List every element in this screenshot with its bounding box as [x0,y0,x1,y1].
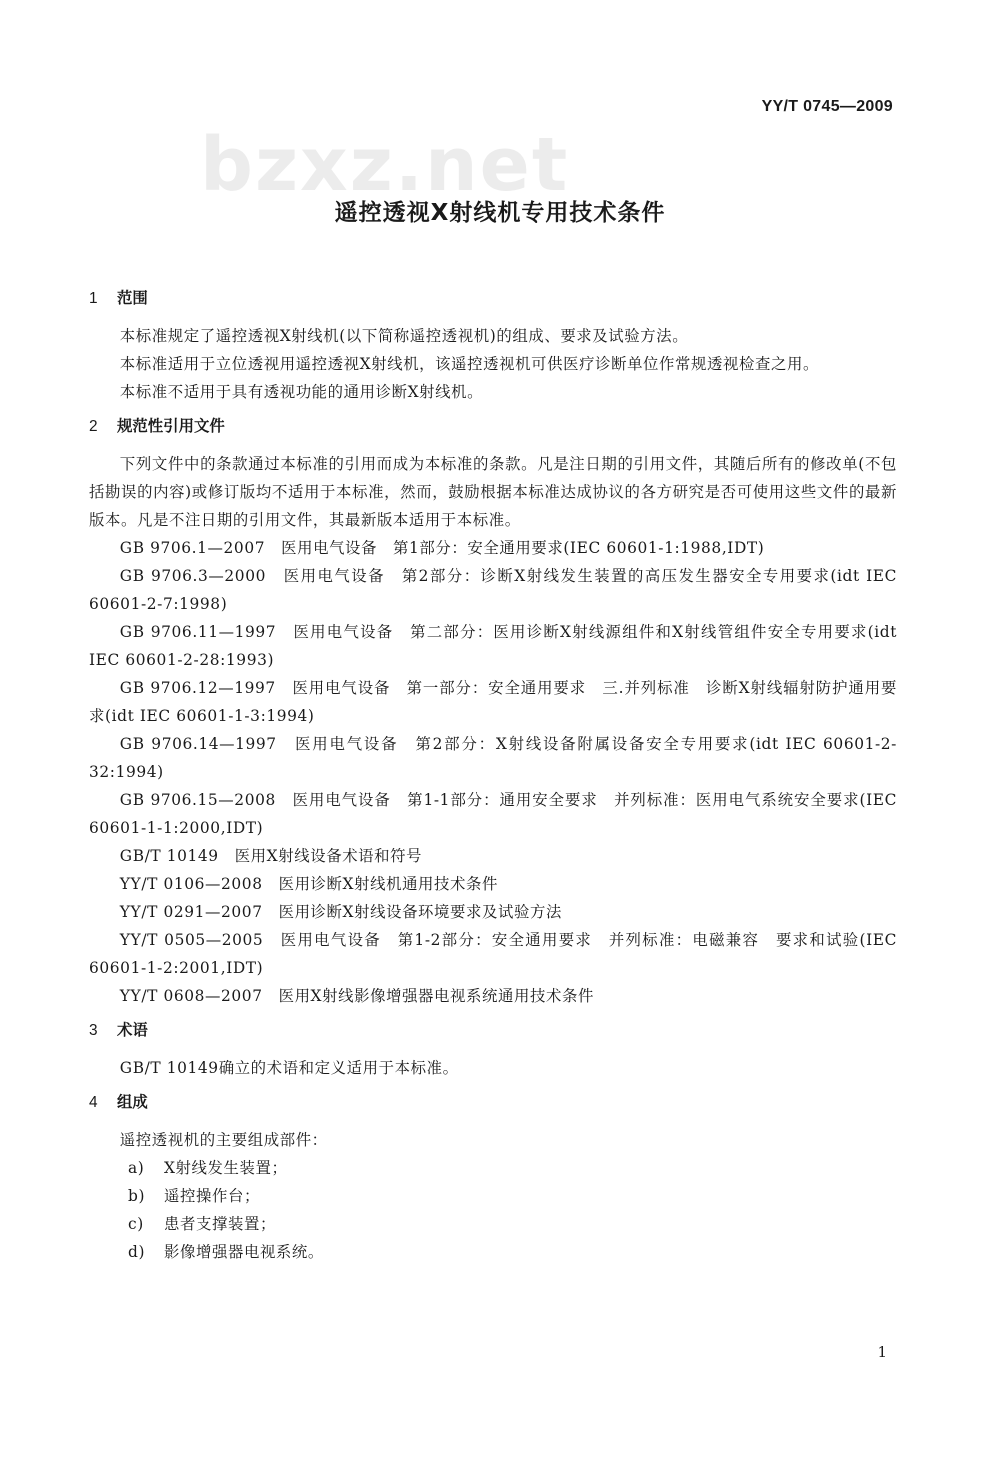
list-marker: b) [128,1187,146,1205]
paragraph: 本标准规定了遥控透视X射线机(以下简称遥控透视机)的组成、要求及试验方法。 [119,327,689,345]
section-heading-normative-references [89,416,897,444]
list-marker: d) [128,1243,146,1261]
document-body [89,288,897,1266]
paragraph: 本标准不适用于具有透视功能的通用诊断X射线机。 [119,383,484,401]
reference-item: GB 9706.11—1997 医用电气设备 第二部分：医用诊断X射线源组件和X射线管组件安全专用要求(idt IEC 60601-2-28:1993) [89,623,897,669]
section-number: 3 [89,1022,98,1039]
list-item [89,1238,897,1266]
section-heading-terms [89,1020,897,1048]
watermark: bzxz.net [200,122,570,208]
section-title: 术语 [117,1021,148,1039]
list-marker: c) [128,1215,144,1233]
section-number: 1 [89,290,98,307]
reference-item: GB/T 10149 医用X射线设备术语和符号 [119,847,423,865]
reference-item: YY/T 0106—2008 医用诊断X射线机通用技术条件 [119,875,499,893]
page-number: 1 [877,1343,887,1361]
section-heading-scope [89,288,897,316]
paragraph: 遥控透视机的主要组成部件： [119,1131,328,1149]
reference-item: GB 9706.1—2007 医用电气设备 第1部分：安全通用要求(IEC 60601-1:1988,IDT) [119,539,765,557]
reference-item: YY/T 0608—2007 医用X射线影像增强器电视系统通用技术条件 [119,987,594,1005]
standard-code: YY/T 0745—2009 [761,98,893,115]
list-item [89,1154,897,1182]
document-title: 遥控透视X射线机专用技术条件 [334,200,666,226]
section-title: 规范性引用文件 [117,417,225,435]
list-item-text: 遥控操作台； [164,1187,260,1205]
list-item-text: 患者支撑装置； [164,1215,276,1233]
section-number: 4 [89,1094,98,1111]
list-marker: a) [128,1159,145,1177]
paragraph: 本标准适用于立位透视用遥控透视X射线机，该遥控透视机可供医疗诊断单位作常规透视检查之用。 [119,355,819,373]
reference-item: YY/T 0291—2007 医用诊断X射线设备环境要求及试验方法 [119,903,562,921]
section-title: 范围 [117,289,148,307]
reference-item: GB 9706.15—2008 医用电气设备 第1-1部分：通用安全要求 并列标准：医用电气系统安全要求(IEC 60601-1-1:2000,IDT) [89,791,897,837]
reference-item: YY/T 0505—2005 医用电气设备 第1-2部分：安全通用要求 并列标准：电磁兼容 要求和试验(IEC 60601-1-2:2001,IDT) [89,931,897,977]
list-item [89,1182,897,1210]
list-item-text: 影像增强器电视系统。 [164,1243,324,1261]
section-heading-composition [89,1092,897,1120]
paragraph: 下列文件中的条款通过本标准的引用而成为本标准的条款。凡是注日期的引用文件，其随后所有的修改单(不包括勘误的内容)或修订版均不适用于本标准，然而，鼓励根据本标准达成协议的各方研究是否可使用这些文件的最新版本。凡是不注日期的引用文件，其最新版本适用于本标准。 [89,455,897,529]
section-title: 组成 [117,1093,148,1111]
section-number: 2 [89,418,98,435]
list-item [89,1210,897,1238]
reference-item: GB 9706.3—2000 医用电气设备 第2部分：诊断X射线发生装置的高压发生器安全专用要求(idt IEC 60601-2-7:1998) [89,567,897,613]
reference-item: GB 9706.14—1997 医用电气设备 第2部分：X射线设备附属设备安全专用要求(idt IEC 60601-2-32:1994) [89,735,897,781]
reference-item: GB 9706.12—1997 医用电气设备 第一部分：安全通用要求 三.并列标准 诊断X射线辐射防护通用要求(idt IEC 60601-1-3:1994) [89,679,897,725]
list-item-text: X射线发生装置； [164,1159,288,1177]
paragraph: GB/T 10149确立的术语和定义适用于本标准。 [119,1059,459,1077]
